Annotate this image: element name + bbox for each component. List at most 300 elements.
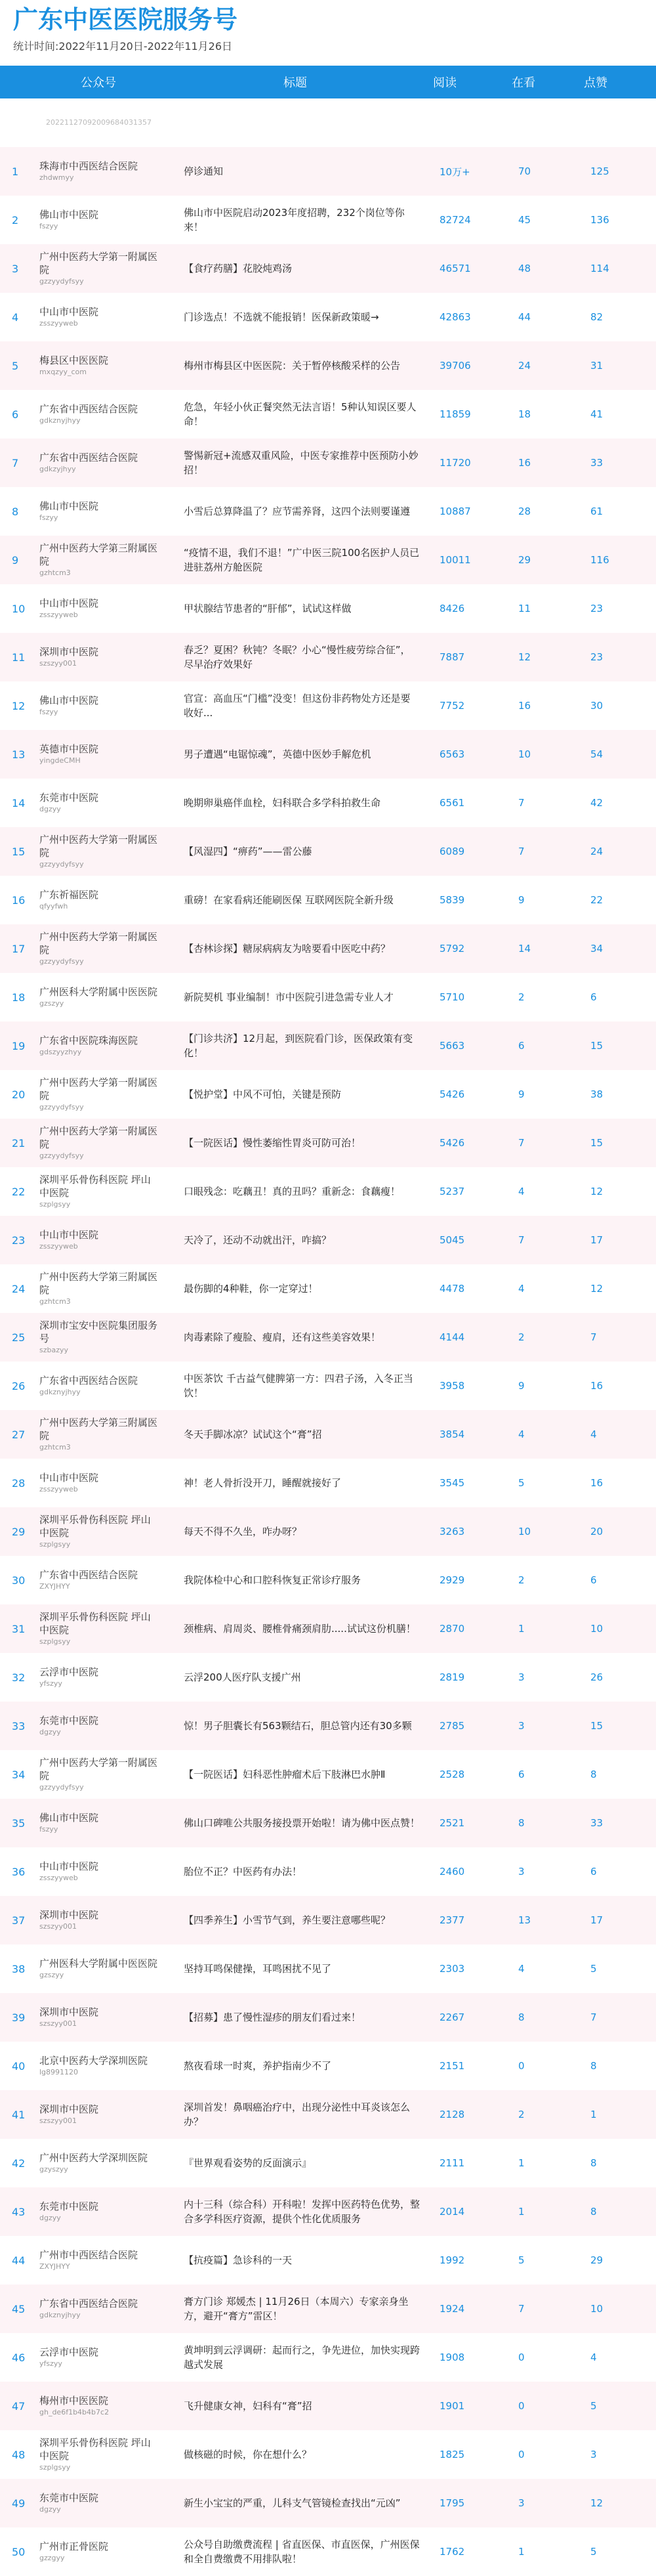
row-like-count: 15	[590, 1040, 604, 1052]
account-id: dgzyy	[39, 2214, 61, 2222]
row-rank: 29	[12, 1525, 26, 1538]
row-title: 重磅！在家看病还能刷医保 互联网医院全新升级	[184, 894, 394, 906]
row-title: 【风湿四】“痹药”——雷公藤	[184, 846, 312, 857]
row-look-count: 6	[518, 1769, 525, 1780]
account-id: dgzyy	[39, 805, 61, 813]
row-title: 膏方门诊 郑媛杰 | 11月26日（本周六）专家亲身坐方，避开“膏方”雷区！	[184, 2296, 409, 2322]
row-rank: 1	[12, 165, 19, 178]
row-title: 【悦护堂】中风不可怕，关键是预防	[184, 1088, 342, 1100]
account-name: 广东省中西医结合医院	[39, 1375, 138, 1386]
row-read-count: 42863	[440, 311, 471, 323]
row-like-count: 22	[590, 894, 604, 906]
row-account	[33, 487, 164, 536]
row-like-count: 41	[590, 408, 604, 420]
row-rank: 46	[12, 2351, 26, 2364]
row-look-count: 29	[518, 554, 531, 566]
table-row	[0, 439, 656, 487]
row-read-count: 39706	[440, 360, 471, 372]
row-account	[33, 1264, 164, 1313]
row-look-count: 8	[518, 1817, 525, 1829]
row-like-count: 42	[590, 797, 604, 809]
account-name: 广州中医药大学第一附属医院	[39, 931, 158, 956]
row-rank: 19	[12, 1039, 26, 1052]
row-like-count: 114	[590, 263, 609, 274]
table-row	[0, 2333, 656, 2382]
table-row	[0, 2527, 656, 2576]
header-read: 阅读	[433, 76, 457, 90]
row-rank: 34	[12, 1768, 26, 1781]
account-name: 云浮市中医院	[39, 1666, 99, 1678]
header-like: 点赞	[584, 76, 607, 90]
account-id: gzszyy	[39, 999, 64, 1008]
account-id: mxqzyy_com	[39, 368, 87, 376]
row-rank: 16	[12, 893, 26, 907]
row-rank: 35	[12, 1816, 26, 1830]
row-read-count: 3545	[440, 1477, 465, 1489]
account-id: gzzyydyfsyy	[39, 957, 84, 966]
row-read-count: 5663	[440, 1040, 465, 1052]
account-name: 深圳市中医院	[39, 2006, 99, 2018]
row-read-count: 5237	[440, 1186, 465, 1197]
table-row	[0, 973, 656, 1021]
row-read-count: 10011	[440, 554, 471, 566]
header-rank	[0, 66, 33, 98]
row-like-count: 4	[590, 1428, 597, 1440]
row-account	[33, 196, 164, 244]
row-rank: 3	[12, 262, 19, 275]
row-title: 春乏？夏困？秋钝？冬眠？小心“慢性疲劳综合征”，尽早治疗效果好	[184, 644, 411, 670]
table-row	[0, 536, 656, 584]
row-title: 梅州市梅县区中医医院：关于暂停核酸采样的公告	[184, 360, 401, 372]
account-id: gzhtcm3	[39, 1297, 71, 1306]
row-account	[33, 876, 164, 924]
header-account: 公众号	[81, 76, 116, 90]
row-title: 我院体检中心和口腔科恢复正常诊疗服务	[184, 1574, 361, 1586]
row-read-count: 3958	[440, 1380, 465, 1392]
account-name: 广东祈福医院	[39, 889, 99, 901]
row-account	[33, 2236, 164, 2285]
table-row	[0, 1896, 656, 1944]
row-look-count: 44	[518, 311, 531, 323]
account-id: fszyy	[39, 708, 58, 716]
stamp-row	[0, 98, 656, 147]
table-row	[0, 1167, 656, 1216]
row-title: 深圳首发！鼻咽癌治疗中，出现分泌性中耳炎该怎么办？	[184, 2101, 411, 2128]
row-account	[33, 633, 164, 681]
account-name: 佛山市中医院	[39, 209, 99, 221]
account-id: gdkznyjhyy	[39, 1388, 81, 1396]
account-id: lg8991120	[39, 2068, 79, 2076]
row-read-count: 7887	[440, 651, 465, 663]
row-look-count: 0	[518, 2351, 525, 2363]
row-like-count: 24	[590, 846, 604, 857]
row-like-count: 29	[590, 2254, 604, 2266]
table-row	[0, 827, 656, 876]
row-read-count: 4478	[440, 1283, 465, 1295]
row-look-count: 0	[518, 2449, 525, 2460]
account-id: yfszyy	[39, 1679, 62, 1688]
row-read-count: 2785	[440, 1720, 465, 1732]
table-row	[0, 293, 656, 341]
account-id: gdkznyjhyy	[39, 2311, 81, 2319]
table-row	[0, 147, 656, 196]
account-name: 东莞市中医院	[39, 1715, 99, 1727]
account-name: 广州医科大学附属中医医院	[39, 1958, 158, 1969]
account-id: ZXYJHYY	[39, 1582, 70, 1591]
account-id: zsszyyweb	[39, 1485, 78, 1493]
table-row	[0, 1556, 656, 1604]
row-title: 口眼残念：吃藕丑！真的丑吗？重新念：食藕瘦！	[184, 1186, 401, 1197]
row-look-count: 7	[518, 846, 525, 857]
account-name: 广州中医药大学第一附属医院	[39, 251, 158, 276]
row-account	[33, 244, 164, 293]
account-id: zsszyyweb	[39, 1874, 78, 1882]
row-title: 每天不得不久坐，咋办呀？	[184, 1526, 302, 1537]
table-row	[0, 1604, 656, 1653]
row-look-count: 8	[518, 2011, 525, 2023]
row-title: 晚期卵巢癌伴血栓，妇科联合多学科拍救生命	[184, 797, 381, 809]
row-look-count: 12	[518, 651, 531, 663]
row-rank: 36	[12, 1865, 26, 1878]
row-look-count: 16	[518, 700, 531, 712]
row-account	[33, 730, 164, 779]
row-read-count: 1924	[440, 2303, 465, 2315]
row-title: 停诊通知	[184, 165, 224, 177]
row-look-count: 18	[518, 408, 531, 420]
table-row	[0, 390, 656, 439]
row-look-count: 2	[518, 2109, 525, 2120]
row-account	[33, 1653, 164, 1702]
row-look-count: 11	[518, 603, 531, 614]
row-look-count: 7	[518, 797, 525, 809]
row-account	[33, 536, 164, 584]
row-rank: 8	[12, 505, 19, 518]
table-row	[0, 876, 656, 924]
row-read-count: 1795	[440, 2497, 465, 2509]
table-row	[0, 1313, 656, 1362]
header-title: 标题	[283, 76, 307, 90]
row-like-count: 6	[590, 1574, 597, 1586]
row-read-count: 82724	[440, 214, 471, 226]
row-title: 黄坤明到云浮调研：起而行之，争先进位，加快实现跨越式发展	[184, 2344, 420, 2371]
table-row	[0, 1702, 656, 1750]
account-name: 东莞市中医院	[39, 2200, 99, 2212]
row-account	[33, 1070, 164, 1119]
account-id: gzzyydyfsyy	[39, 1151, 84, 1160]
row-like-count: 125	[590, 165, 609, 177]
account-id: dgzyy	[39, 1728, 61, 1736]
row-look-count: 5	[518, 1477, 525, 1489]
account-id: szplgsyy	[39, 1200, 71, 1209]
account-id: zhdwmyy	[39, 173, 74, 182]
row-account	[33, 2382, 164, 2430]
table-row	[0, 924, 656, 973]
row-like-count: 5	[590, 2546, 597, 2558]
row-look-count: 9	[518, 1380, 525, 1392]
row-title: 官宣：高血压“门槛”没变！但这份非药物处方还是要收好...	[184, 693, 411, 719]
row-title: 中医茶饮 千古益气健脾第一方：四君子汤，入冬正当饮！	[184, 1373, 413, 1399]
account-name: 中山市中医院	[39, 306, 99, 318]
table-row	[0, 1216, 656, 1264]
row-title: 危急，年轻小伙正餐突然无法言语！5种认知误区要人命！	[184, 401, 417, 427]
table-row	[0, 2285, 656, 2333]
row-like-count: 7	[590, 1331, 597, 1343]
table-row	[0, 681, 656, 730]
row-rank: 43	[12, 2205, 26, 2218]
row-like-count: 12	[590, 2497, 604, 2509]
row-read-count: 2111	[440, 2157, 465, 2169]
row-like-count: 54	[590, 748, 604, 760]
row-title: 男子遭遇“电锯惊魂”，英德中医妙手解危机	[184, 748, 371, 760]
row-account	[33, 584, 164, 633]
row-read-count: 2528	[440, 1769, 465, 1780]
account-name: 广东省中西医结合医院	[39, 452, 138, 463]
row-read-count: 7752	[440, 700, 465, 712]
account-name: 中山市中医院	[39, 597, 99, 609]
table-row	[0, 1847, 656, 1896]
row-read-count: 11720	[440, 457, 471, 469]
row-like-count: 33	[590, 457, 604, 469]
row-look-count: 4	[518, 1186, 525, 1197]
table-row	[0, 1021, 656, 1070]
row-look-count: 3	[518, 1671, 525, 1683]
row-account	[33, 1750, 164, 1799]
row-look-count: 9	[518, 894, 525, 906]
row-title: 胎位不正？中医药有办法！	[184, 1866, 302, 1878]
row-rank: 45	[12, 2302, 26, 2315]
table-row	[0, 487, 656, 536]
row-like-count: 17	[590, 1914, 604, 1926]
row-title: 【四季养生】小雪节气到，养生要注意哪些呢？	[184, 1914, 391, 1926]
account-name: 云浮市中医院	[39, 2346, 99, 2358]
row-rank: 42	[12, 2157, 26, 2170]
row-rank: 41	[12, 2108, 26, 2121]
table-row	[0, 1459, 656, 1507]
row-like-count: 23	[590, 651, 604, 663]
row-like-count: 12	[590, 1186, 604, 1197]
account-id: dgzyy	[39, 2505, 61, 2514]
row-read-count: 2128	[440, 2109, 465, 2120]
row-look-count: 1	[518, 2157, 525, 2169]
row-read-count: 5792	[440, 943, 465, 955]
table-row	[0, 244, 656, 293]
row-read-count: 2521	[440, 1817, 465, 1829]
table-row	[0, 2479, 656, 2527]
account-name: 珠海市中西医结合医院	[39, 160, 138, 172]
row-title: 门诊选点！不选就不能报销！医保新政策暖→	[184, 311, 379, 323]
row-account	[33, 1799, 164, 1847]
row-rank: 11	[12, 651, 26, 664]
table-row	[0, 1507, 656, 1556]
account-name: 中山市中医院	[39, 1472, 99, 1484]
row-rank: 40	[12, 2059, 26, 2072]
row-like-count: 4	[590, 2351, 597, 2363]
row-rank: 30	[12, 1574, 26, 1587]
row-read-count: 1908	[440, 2351, 465, 2363]
row-account	[33, 1993, 164, 2042]
row-account	[33, 827, 164, 876]
account-id: gzzgyy	[39, 2554, 65, 2562]
row-like-count: 16	[590, 1477, 604, 1489]
row-look-count: 5	[518, 2254, 525, 2266]
row-like-count: 17	[590, 1234, 604, 1246]
row-account	[33, 1604, 164, 1653]
row-like-count: 16	[590, 1380, 604, 1392]
row-read-count: 5045	[440, 1234, 465, 1246]
account-id: fszyy	[39, 1825, 58, 1834]
header-look: 在看	[512, 76, 535, 90]
row-read-count: 46571	[440, 263, 471, 274]
row-look-count: 6	[518, 1040, 525, 1052]
row-look-count: 1	[518, 1623, 525, 1635]
account-id: gdszyyzhyy	[39, 1048, 82, 1056]
row-account	[33, 924, 164, 973]
account-name: 广东省中医院珠海医院	[39, 1035, 138, 1046]
row-look-count: 7	[518, 1137, 525, 1149]
account-name: 北京中医药大学深圳医院	[39, 2055, 148, 2067]
row-account	[33, 1556, 164, 1604]
account-id: gzzyydyfsyy	[39, 860, 84, 869]
account-name: 广州中医药大学第一附属医院	[39, 1757, 158, 1782]
row-read-count: 4144	[440, 1331, 465, 1343]
row-look-count: 2	[518, 1331, 525, 1343]
row-rank: 32	[12, 1671, 26, 1684]
account-id: fszyy	[39, 222, 58, 230]
row-read-count: 5426	[440, 1137, 465, 1149]
page-header	[0, 0, 656, 66]
row-rank: 31	[12, 1622, 26, 1635]
row-rank: 28	[12, 1476, 26, 1490]
table-row	[0, 2187, 656, 2236]
row-read-count: 1992	[440, 2254, 465, 2266]
row-account	[33, 1507, 164, 1556]
table-row	[0, 1653, 656, 1702]
row-like-count: 5	[590, 2400, 597, 2412]
row-rank: 6	[12, 408, 19, 421]
row-title: 警惕新冠+流感双重风险，中医专家推荐中医预防小妙招！	[184, 450, 419, 476]
row-rank: 50	[12, 2545, 26, 2558]
account-id: szplgsyy	[39, 2463, 71, 2472]
account-name: 佛山市中医院	[39, 1812, 99, 1824]
account-name: 广州市正骨医院	[39, 2541, 109, 2552]
row-like-count: 15	[590, 1137, 604, 1149]
row-like-count: 116	[590, 554, 609, 566]
row-account	[33, 681, 164, 730]
account-id: qfyyfwh	[39, 902, 68, 911]
account-name: 佛山市中医院	[39, 500, 99, 512]
row-account	[33, 1896, 164, 1944]
row-look-count: 4	[518, 1283, 525, 1295]
row-rank: 39	[12, 2011, 26, 2024]
row-account	[33, 1702, 164, 1750]
row-like-count: 26	[590, 1671, 604, 1683]
row-like-count: 82	[590, 311, 604, 323]
row-rank: 12	[12, 699, 26, 712]
row-title: 【一院医话】慢性萎缩性胃炎可防可治！	[184, 1137, 361, 1149]
row-title: 做核磁的时候，你在想什么？	[184, 2449, 312, 2460]
row-like-count: 12	[590, 1283, 604, 1295]
row-title: 坚持耳鸣保健操，耳鸣困扰不见了	[184, 1963, 332, 1975]
table-row	[0, 341, 656, 390]
account-id: yingdeCMH	[39, 756, 81, 765]
row-like-count: 61	[590, 505, 604, 517]
row-look-count: 3	[518, 2497, 525, 2509]
row-like-count: 33	[590, 1817, 604, 1829]
row-account	[33, 147, 164, 196]
account-id: szszyy001	[39, 1922, 77, 1931]
row-rank: 27	[12, 1428, 26, 1441]
row-look-count: 4	[518, 1428, 525, 1440]
account-name: 广东省中西医结合医院	[39, 403, 138, 415]
row-read-count: 2870	[440, 1623, 465, 1635]
account-name: 广州中医药大学第三附属医院	[39, 1271, 158, 1296]
row-like-count: 1	[590, 2109, 597, 2120]
account-name: 广东省中西医结合医院	[39, 1569, 138, 1581]
table-row	[0, 730, 656, 779]
account-id: gzhtcm3	[39, 569, 71, 577]
row-read-count: 2014	[440, 2206, 465, 2218]
row-like-count: 8	[590, 2060, 597, 2072]
account-name: 广州中医药大学第一附属医院	[39, 1125, 158, 1150]
account-id: yfszyy	[39, 2359, 62, 2368]
table-row	[0, 1264, 656, 1313]
account-name: 广州中医药大学第三附属医院	[39, 1417, 158, 1442]
row-rank: 33	[12, 1719, 26, 1732]
row-read-count: 1825	[440, 2449, 465, 2460]
row-title: 公众号自助缴费流程 | 省直医保、市直医保，广州医保和全自费缴费不用排队啦！	[184, 2539, 420, 2565]
row-like-count: 7	[590, 2011, 597, 2023]
row-look-count: 4	[518, 1963, 525, 1975]
row-account	[33, 2333, 164, 2382]
account-id: szszyy001	[39, 2019, 77, 2028]
table-row	[0, 779, 656, 827]
row-like-count: 23	[590, 603, 604, 614]
row-account	[33, 1410, 164, 1459]
stats-period: 统计时间:2022年11月20日-2022年11月26日	[13, 40, 233, 53]
row-look-count: 3	[518, 1720, 525, 1732]
row-title: 【一院医话】妇科恶性肿瘤术后下肢淋巴水肿Ⅱ	[184, 1769, 386, 1780]
account-name: 广州中医药大学第一附属医院	[39, 1077, 158, 1102]
row-like-count: 8	[590, 2206, 597, 2218]
account-name: 深圳平乐骨伤科医院 坪山中医院	[39, 1514, 151, 1539]
row-like-count: 8	[590, 1769, 597, 1780]
row-rank: 10	[12, 602, 26, 615]
row-rank: 22	[12, 1185, 26, 1198]
row-rank: 49	[12, 2497, 26, 2510]
row-account	[33, 1362, 164, 1410]
row-read-count: 2819	[440, 1671, 465, 1683]
row-account	[33, 390, 164, 439]
account-name: 深圳平乐骨伤科医院 坪山中医院	[39, 2437, 151, 2462]
row-account	[33, 2042, 164, 2090]
row-read-count: 11859	[440, 408, 471, 420]
row-look-count: 10	[518, 748, 531, 760]
account-id: szbazyy	[39, 1346, 69, 1354]
table-row	[0, 2090, 656, 2139]
row-rank: 26	[12, 1379, 26, 1392]
row-rank: 14	[12, 796, 26, 809]
table-row	[0, 2382, 656, 2430]
table-row	[0, 2236, 656, 2285]
row-title: 飞升健康女神，妇科有“膏”招	[184, 2400, 312, 2412]
row-look-count: 1	[518, 2546, 525, 2558]
page-title: 广东中医医院服务号	[13, 5, 238, 34]
account-id: gzzyydyfsyy	[39, 277, 84, 286]
account-name: 深圳市宝安中医院集团服务号	[39, 1320, 158, 1344]
row-account	[33, 2187, 164, 2236]
row-read-count: 3263	[440, 1526, 465, 1537]
ranking-table	[0, 66, 656, 2576]
